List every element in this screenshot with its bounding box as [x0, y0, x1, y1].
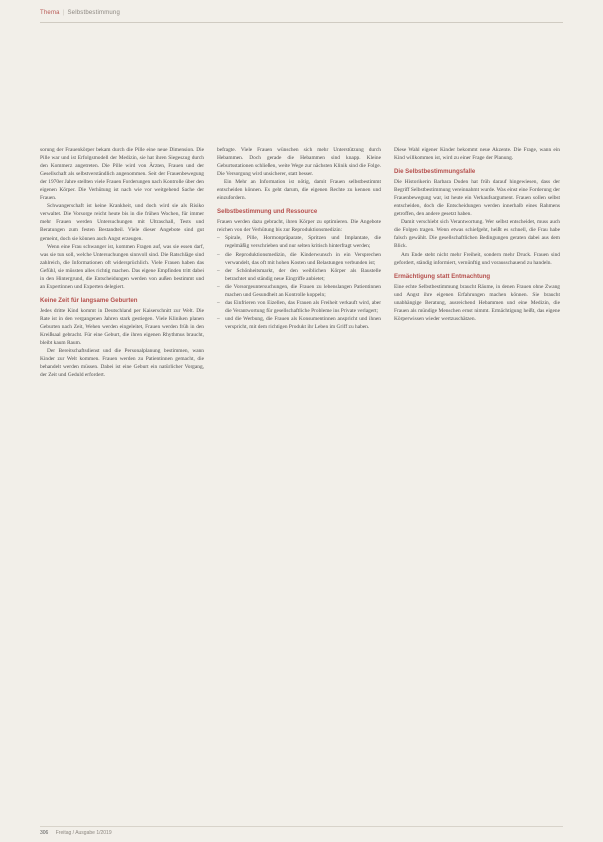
- text-column-3: [394, 146, 560, 323]
- text-column-2: [217, 146, 381, 331]
- list-item-text: die Reproduktionsmedizin, die Kinderwunsch in ein Versprechen verwandelt, das oft mit hohen Kosten und Belastungen verbunden ist;: [225, 251, 381, 266]
- paragraph: befragte. Viele Frauen wünschen sich mehr Unterstützung durch Hebammen. Doch gerade die Hebammen sind knapp. Kleine Geburtsstationen schließen, weite Wege zur nächsten Klinik sind die Folge. Die Versorgung wird unsicherer, statt besser.: [217, 147, 381, 178]
- list-item: [217, 251, 381, 267]
- header-subsection: Selbstbestimmung: [67, 10, 121, 16]
- footer-rule: [40, 826, 563, 827]
- paragraph: Der Bereitschaftsdienst und die Personalplanung bestimmen, wann Kinder zur Welt kommen. Frauen werden zu Patientinnen gemacht, die behandelt werden müssen. Dabei ist eine Geburt ein natürlicher Vorgang, der Zeit und Geduld erfordert.: [40, 348, 204, 379]
- list-item: [217, 283, 381, 299]
- dash-marker: –: [217, 267, 220, 274]
- paragraph: Frauen werden dazu gebracht, ihren Körper zu optimieren. Die Angebote reichen von der Verhütung bis zur Reproduktionsmedizin:: [217, 219, 381, 234]
- dash-marker: –: [217, 251, 220, 258]
- list-item-text: und die Werbung, die Frauen als Konsumentinnen anspricht und ihnen verspricht, mit dem richtigen Produkt ihr Leben im Griff zu haben.: [225, 315, 381, 330]
- page-footer: [40, 830, 112, 836]
- list-item-text: die Vorsorgeuntersuchungen, die Frauen zu lebenslangen Patientinnen machen und Gesundheit an Kontrolle koppeln;: [225, 283, 381, 298]
- paragraph: Damit verschiebt sich Verantwortung. Wer selbst entscheidet, muss auch die Folgen tragen. Wenn etwas schiefgeht, heißt es schnell, die Frau habe falsch gewählt. Die gesellschaftlichen Bedingungen geraten dabei aus dem Blick.: [394, 219, 560, 250]
- header-separator: |: [62, 10, 65, 16]
- list-item: [217, 234, 381, 250]
- paragraph: Eine echte Selbstbestimmung braucht Räume, in denen Frauen ohne Zwang und Angst ihre eigenen Erfahrungen machen können. Sie braucht unabhängige Beratung, ausreichend Hebammen und eine Medizin, die Frauen als mündige Menschen ernst nimmt. Ermächtigung heißt, das eigene Körperwissen wieder wertzuschätzen.: [394, 283, 560, 322]
- list-item-text: der Schönheitsmarkt, der den weiblichen Körper als Baustelle betrachtet und ständig neue Eingriffe anbietet;: [225, 267, 381, 282]
- paragraph: Wenn eine Frau schwanger ist, kommen Fragen auf, was sie essen darf, was sie tun soll, welche Untersuchungen sinnvoll sind. Die Ratschläge sind zahlreich, die Informationen oft widersprüchlich. Viele Frauen haben das Gefühl, sie müssten alles richtig machen. Das eigene Empfinden tritt dabei in den Hintergrund, die Entscheidungen werden von außen bestimmt und an Expertinnen und Experten delegiert.: [40, 243, 204, 290]
- section-heading: Ermächtigung statt Entmachtung: [394, 272, 491, 280]
- paragraph: Am Ende steht nicht mehr Freiheit, sondern mehr Druck. Frauen sind gefordert, ständig informiert, vernünftig und vorausschauend zu handeln.: [394, 251, 560, 266]
- dash-marker: –: [217, 283, 220, 290]
- paragraph: Diese Wahl eigener Kinder bekommt neue Akzente. Die Frage, wann ein Kind willkommen ist, wird zu einer Frage der Planung.: [394, 147, 560, 162]
- paragraph: Die Historikerin Barbara Duden hat früh darauf hingewiesen, dass der Begriff Selbstbestimmung vereinnahmt wurde. Was einst eine Forderung der Frauenbewegung war, ist heute ein Verkaufsargument. Frauen sollen selbst entscheiden, doch die Entscheidungen werden innerhalb eines Rahmens getroffen, den andere gesetzt haben.: [394, 179, 560, 218]
- dash-marker: –: [217, 299, 220, 306]
- dash-marker: –: [217, 235, 220, 242]
- paragraph: Schwangerschaft ist keine Krankheit, und doch wird sie als Risiko verwaltet. Die Vorsorge reicht heute bis in die frühen Wochen, für immer mehr Frauen werden Untersuchungen mit Ultraschall, Tests und Beratungen zum festen Bestandteil. Viele dieser Angebote sind gut gemeint, doch sie können auch Angst erzeugen.: [40, 203, 204, 242]
- running-header: [40, 10, 120, 16]
- text-column-1: [40, 146, 204, 379]
- footer-source: Freitag / Ausgabe 1/2019: [55, 830, 112, 836]
- paragraph: sorung der Frauenkörper bekam durch die Pille eine neue Dimension. Die Pille war und ist Erfolgsmodell der Medizin, sie hat ihren Siegeszug durch den Kommerz angetreten. Die Pille wird von Ärzten, Frauen und der Gesellschaft als selbstverständlich angenommen. Seit der Frauenbewegung der 1970er Jahre stellten viele Frauen Forderungen nach Kontrolle über den eigenen Körper. Die Verhütung ist nach wie vor weitgehend Sache der Frauen.: [40, 147, 204, 202]
- section-heading: Die Selbstbestimmungsfalle: [394, 168, 476, 176]
- page-number: 306: [40, 830, 49, 836]
- bullet-list: [217, 234, 381, 331]
- dash-marker: –: [217, 315, 220, 322]
- list-item: [217, 315, 381, 331]
- paragraph: Jedes dritte Kind kommt in Deutschland per Kaiserschnitt zur Welt. Die Rate ist in den vergangenen Jahren stark gestiegen. Viele Kliniken planen Geburten nach Zeit, Wehen werden eingeleitet, Frauen werden früh in den Kreißsaal gebracht. Für eine Geburt, die ihren eigenen Rhythmus braucht, bleibt kaum Raum.: [40, 307, 204, 347]
- section-heading: Keine Zeit für langsame Geburten: [40, 296, 138, 304]
- list-item: [217, 299, 381, 315]
- list-item-text: Spirale, Pille, Hormonpräparate, Spritzen und Implantate, die regelmäßig verschrieben und nur selten kritisch hinterfragt werden;: [225, 235, 381, 250]
- paragraph: Ein Mehr an Information ist nötig, damit Frauen selbstbestimmt entscheiden können. Es geht darum, die eigenen Rechte zu kennen und einzufordern.: [217, 179, 381, 202]
- header-section: Thema: [40, 10, 60, 16]
- section-heading: Selbstbestimmung und Ressource: [217, 208, 318, 216]
- list-item: [217, 267, 381, 283]
- header-rule: [40, 22, 563, 23]
- list-item-text: das Einfrieren von Eizellen, das Frauen als Freiheit verkauft wird, aber die Verantwortung für gesellschaftliche Probleme ins Private verlagert;: [225, 299, 381, 314]
